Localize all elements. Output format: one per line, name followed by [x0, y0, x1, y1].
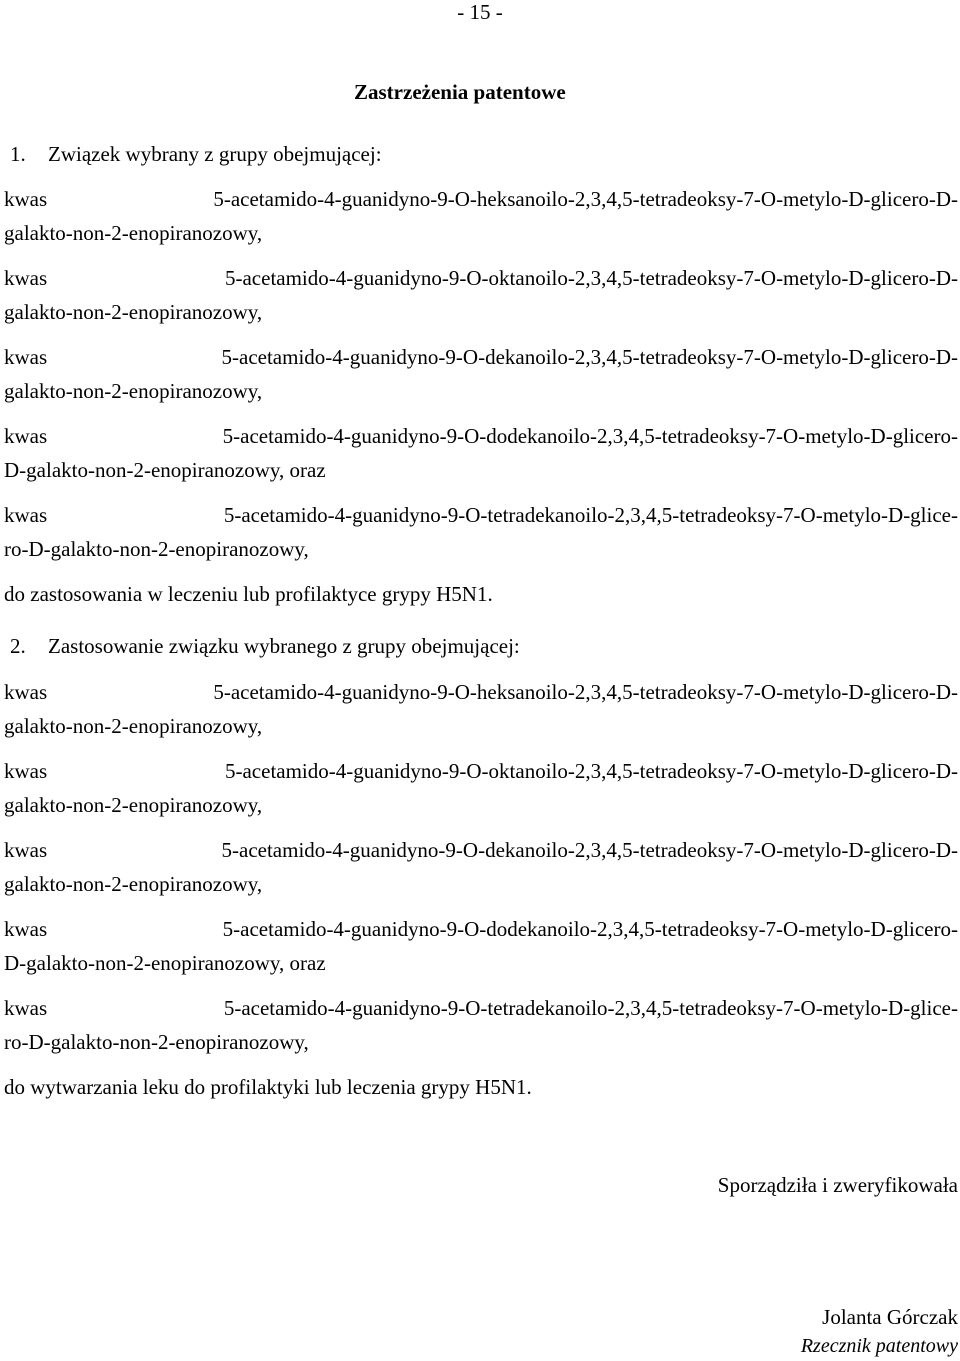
compound-line: kwas 5-acetamido-4-guanidyno-9-O-heksanoilo-2,3,4,5-tetradeoksy-7-O-metylo-D-glicero-D-: [4, 680, 958, 704]
compound-line: kwas 5-acetamido-4-guanidyno-9-O-dodekanoilo-2,3,4,5-tetradeoksy-7-O-metylo-D-glicero-: [4, 424, 958, 448]
compound-line: kwas 5-acetamido-4-guanidyno-9-O-dodekanoilo-2,3,4,5-tetradeoksy-7-O-metylo-D-glicero-: [4, 917, 958, 941]
compound-line: galakto-non-2-enopiranozowy,: [4, 714, 263, 738]
compound-line: ro-D-galakto-non-2-enopiranozowy,: [4, 1030, 309, 1054]
claim-intro-text: Zastosowanie związku wybranego z grupy obejmującej:: [48, 634, 520, 658]
compound-line: kwas 5-acetamido-4-guanidyno-9-O-dekanoilo-2,3,4,5-tetradeoksy-7-O-metylo-D-glicero-D-: [4, 838, 958, 862]
compound-line: galakto-non-2-enopiranozowy,: [4, 793, 263, 817]
compound-line: kwas 5-acetamido-4-guanidyno-9-O-oktanoilo-2,3,4,5-tetradeoksy-7-O-metylo-D-glicero-D-: [4, 759, 958, 783]
compound-line: kwas 5-acetamido-4-guanidyno-9-O-tetradekanoilo-2,3,4,5-tetradeoksy-7-O-metylo-D-glice-: [4, 996, 958, 1020]
compound-line: ro-D-galakto-non-2-enopiranozowy,: [4, 537, 309, 561]
claim-number: 1.: [10, 142, 26, 166]
compound-line: D-galakto-non-2-enopiranozowy, oraz: [4, 458, 326, 482]
claim-number: 2.: [10, 634, 26, 658]
compound-line: galakto-non-2-enopiranozowy,: [4, 221, 263, 245]
compound-line: kwas 5-acetamido-4-guanidyno-9-O-dekanoilo-2,3,4,5-tetradeoksy-7-O-metylo-D-glicero-D-: [4, 345, 958, 369]
compound-line: galakto-non-2-enopiranozowy,: [4, 379, 263, 403]
claim-2-intro: [10, 636, 520, 657]
compound-line: galakto-non-2-enopiranozowy,: [4, 872, 263, 896]
claim-intro-text: Związek wybrany z grupy obejmującej:: [48, 142, 382, 166]
page-number: - 15 -: [457, 0, 503, 24]
signature-note: Sporządziła i zweryfikowała: [717, 1173, 958, 1197]
signatory-role: Rzecznik patentowy: [800, 1335, 958, 1357]
document-heading: Zastrzeżenia patentowe: [354, 80, 566, 104]
claim-2-closing: do wytwarzania leku do profilaktyki lub leczenia grypy H5N1.: [4, 1075, 532, 1099]
signatory-name: Jolanta Górczak: [822, 1305, 958, 1329]
compound-line: kwas 5-acetamido-4-guanidyno-9-O-heksanoilo-2,3,4,5-tetradeoksy-7-O-metylo-D-glicero-D-: [4, 187, 958, 211]
compound-line: D-galakto-non-2-enopiranozowy, oraz: [4, 951, 326, 975]
compound-line: kwas 5-acetamido-4-guanidyno-9-O-oktanoilo-2,3,4,5-tetradeoksy-7-O-metylo-D-glicero-D-: [4, 266, 958, 290]
claim-1-intro: [10, 144, 382, 165]
compound-line: kwas 5-acetamido-4-guanidyno-9-O-tetradekanoilo-2,3,4,5-tetradeoksy-7-O-metylo-D-glice-: [4, 503, 958, 527]
compound-line: galakto-non-2-enopiranozowy,: [4, 300, 263, 324]
claim-1-closing: do zastosowania w leczeniu lub profilaktyce grypy H5N1.: [4, 582, 493, 606]
